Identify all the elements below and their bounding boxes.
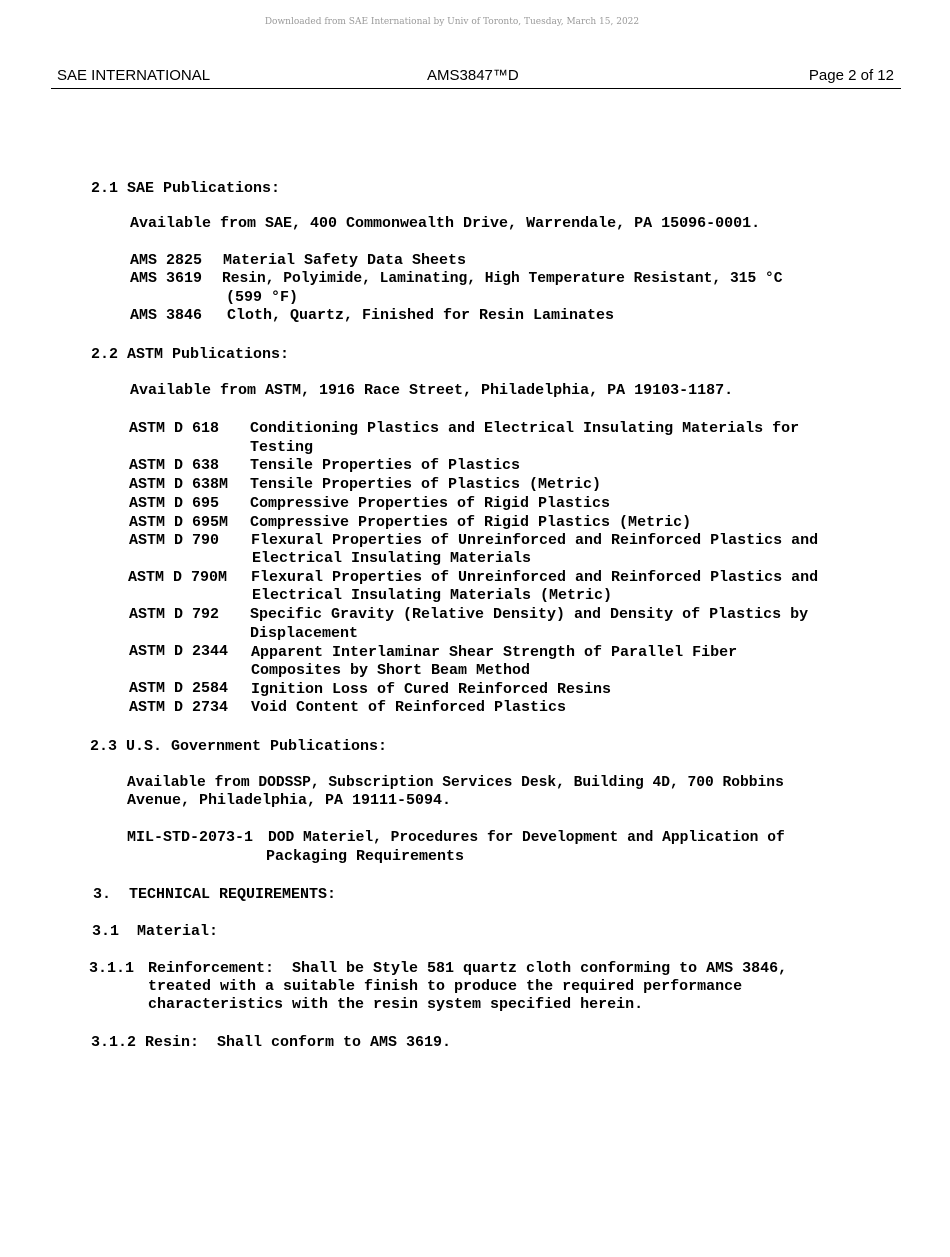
paragraph-3-1-1-text: treated with a suitable finish to produce the required performance (148, 978, 743, 995)
section-2-3-heading: 2.3 U.S. Government Publications: (90, 738, 388, 755)
sae-ref-title: Resin, Polyimide, Laminating, High Temperature Resistant, 315 °C (222, 271, 783, 287)
section-2-3-availability: Available from DODSSP, Subscription Services Desk, Building 4D, 700 Robbins (127, 775, 784, 791)
astm-ref-title: Compressive Properties of Rigid Plastics (Metric) (250, 514, 692, 531)
sae-ref-code: AMS 3846 (130, 307, 203, 324)
astm-ref-title: Flexural Properties of Unreinforced and Reinforced Plastics and (251, 532, 819, 549)
astm-ref-title: Specific Gravity (Relative Density) and Density of Plastics by (250, 606, 809, 623)
astm-ref-code: ASTM D 2584 (129, 680, 229, 697)
mil-std-ref-code: MIL-STD-2073-1 (127, 829, 254, 846)
astm-ref-title-continued: Composites by Short Beam Method (251, 662, 531, 679)
astm-ref-code: ASTM D 790M (128, 569, 228, 586)
astm-ref-title-continued: Testing (250, 439, 314, 456)
download-watermark: Downloaded from SAE International by Univ of Toronto, Tuesday, March 15, 2022 (264, 17, 640, 27)
section-3-heading: 3. TECHNICAL REQUIREMENTS: (93, 886, 337, 903)
header-organization: SAE INTERNATIONAL (57, 67, 211, 84)
astm-ref-code: ASTM D 790 (129, 532, 220, 549)
section-2-1-availability: Available from SAE, 400 Commonwealth Drive, Warrendale, PA 15096-0001. (130, 215, 761, 232)
paragraph-3-1-2: 3.1.2 Resin: Shall conform to AMS 3619. (91, 1034, 452, 1051)
header-document-number: AMS3847™D (427, 67, 519, 84)
astm-ref-title: Ignition Loss of Cured Reinforced Resins (251, 681, 612, 698)
astm-ref-code: ASTM D 2734 (129, 699, 229, 716)
astm-ref-code: ASTM D 638M (129, 476, 229, 493)
astm-ref-title: Tensile Properties of Plastics (Metric) (250, 476, 602, 493)
astm-ref-title: Flexural Properties of Unreinforced and Reinforced Plastics and (251, 569, 819, 586)
section-3-1-heading: 3.1 Material: (92, 923, 219, 940)
astm-ref-code: ASTM D 695 (129, 495, 220, 512)
astm-ref-code: ASTM D 2344 (129, 643, 229, 660)
astm-ref-code: ASTM D 792 (129, 606, 220, 623)
astm-ref-title: Conditioning Plastics and Electrical Insulating Materials for (250, 420, 800, 437)
sae-ref-code: AMS 3619 (130, 270, 203, 287)
astm-ref-title: Void Content of Reinforced Plastics (251, 699, 567, 716)
sae-ref-title-continued: (599 °F) (226, 289, 299, 306)
header-rule (51, 88, 901, 89)
section-2-2-heading: 2.2 ASTM Publications: (91, 346, 290, 363)
section-2-1-heading: 2.1 SAE Publications: (91, 180, 281, 197)
paragraph-3-1-1-text: characteristics with the resin system specified herein. (148, 996, 644, 1013)
astm-ref-title: Apparent Interlaminar Shear Strength of Parallel Fiber (251, 644, 738, 661)
astm-ref-title-continued: Electrical Insulating Materials (Metric) (252, 587, 613, 604)
section-2-2-availability: Available from ASTM, 1916 Race Street, Philadelphia, PA 19103-1187. (130, 382, 734, 399)
sae-ref-code: AMS 2825 (130, 252, 203, 269)
mil-std-ref-title: DOD Materiel, Procedures for Development and Application of (268, 830, 785, 846)
header-page-number: Page 2 of 12 (808, 67, 894, 84)
paragraph-3-1-1-text: Reinforcement: Shall be Style 581 quartz cloth conforming to AMS 3846, (148, 960, 788, 977)
sae-ref-title: Material Safety Data Sheets (223, 252, 467, 269)
astm-ref-title: Tensile Properties of Plastics (250, 457, 521, 474)
astm-ref-title: Compressive Properties of Rigid Plastics (250, 495, 611, 512)
paragraph-3-1-1-number: 3.1.1 (89, 960, 135, 977)
mil-std-ref-title-continued: Packaging Requirements (266, 848, 465, 865)
astm-ref-code: ASTM D 638 (129, 457, 220, 474)
astm-ref-code: ASTM D 695M (129, 514, 229, 531)
astm-ref-code: ASTM D 618 (129, 420, 220, 437)
astm-ref-title-continued: Electrical Insulating Materials (252, 550, 532, 567)
section-2-3-availability-continued: Avenue, Philadelphia, PA 19111-5094. (127, 792, 452, 809)
sae-ref-title: Cloth, Quartz, Finished for Resin Laminates (227, 307, 615, 324)
astm-ref-title-continued: Displacement (250, 625, 359, 642)
